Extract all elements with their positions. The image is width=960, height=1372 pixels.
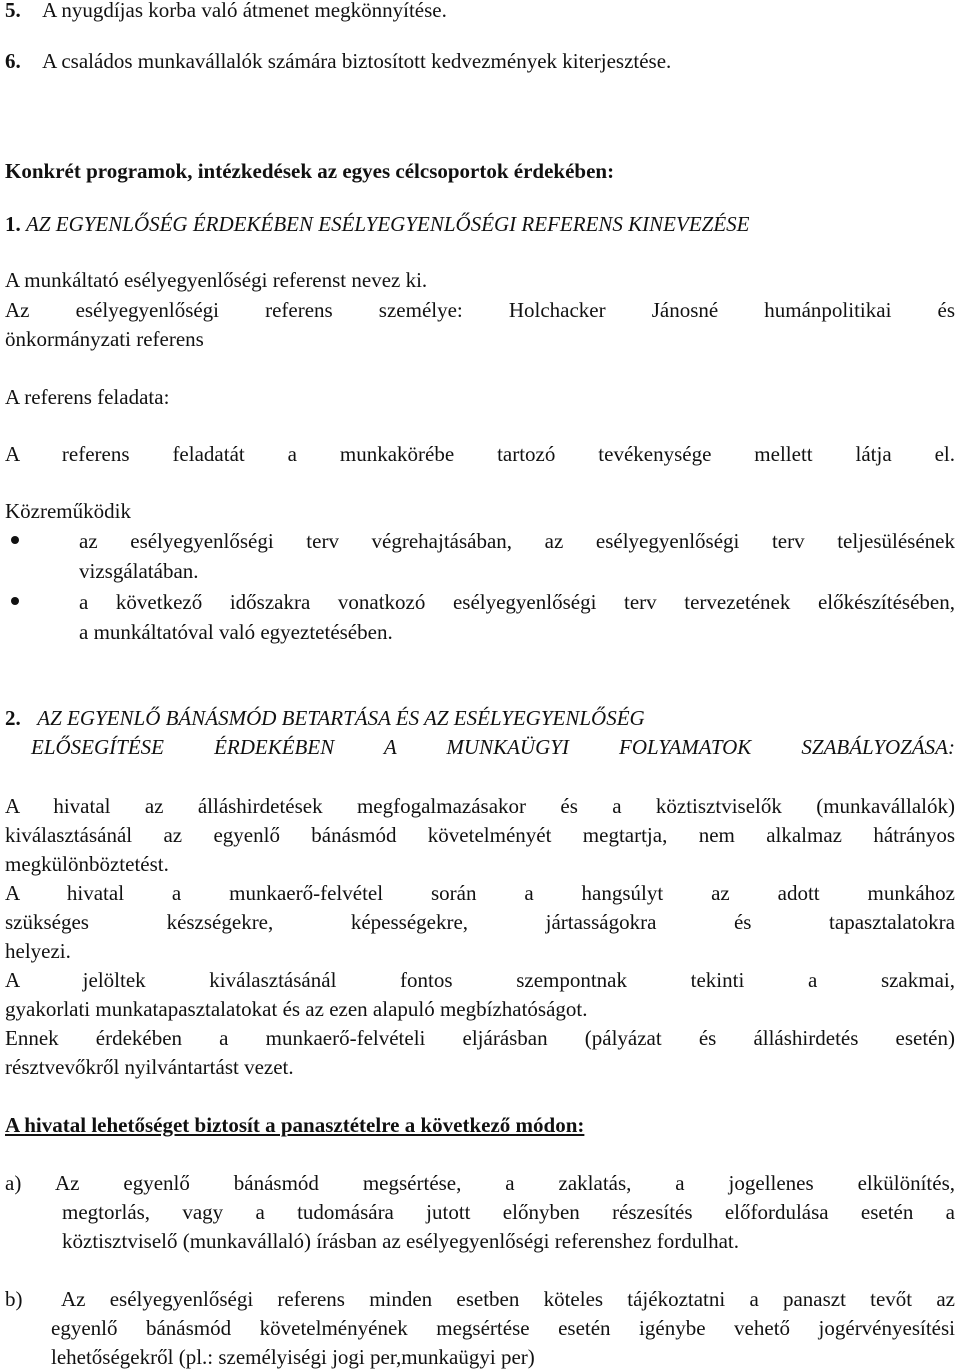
section-2-title-text-1: AZ EGYENLŐ BÁNÁSMÓD BETARTÁSA ÉS AZ ESÉLYEGYENLŐSÉG (37, 706, 645, 730)
section-2-paragraph-4-line-1: Ennek érdekében a munkaerő-felvételi eljárásban (pályázat és álláshirdetés esetén) (5, 1026, 955, 1050)
goal-item-6-text: A családos munkavállalók számára biztosított kedvezmények kiterjesztése. (42, 49, 672, 73)
bullet-2-line-1: a következő időszakra vonatkozó esélyegyenlőségi terv tervezetének előkészítésében, (79, 590, 955, 614)
goal-item-6 (5, 47, 671, 76)
goal-item-6-number: 6. (5, 49, 21, 73)
complaint-b-line-3: lehetőségekről (pl.: személyiségi jogi per,munkaügyi per) (51, 1345, 535, 1369)
section-2-title-line-1 (5, 704, 645, 733)
goal-item-5-number: 5. (5, 0, 21, 22)
section-2-paragraph-2-line-2: szükséges készségekre, képességekre, jártasságokra és tapasztalatokra (5, 910, 955, 934)
complaint-b-line-2: egyenlő bánásmód követelményének megsértése esetén igénybe vehető jogérvényesítési (51, 1316, 955, 1340)
section-1-paragraph-1: A munkáltató esélyegyenlőségi referenst nevez ki. (5, 268, 428, 292)
section-1-paragraph-2-line-2: önkormányzati referens (5, 327, 204, 351)
complaint-a-label: a) (5, 1171, 22, 1195)
section-1-title-text: AZ EGYENLŐSÉG ÉRDEKÉBEN ESÉLYEGYENLŐSÉGI REFERENS KINEVEZÉSE (26, 212, 750, 236)
complaint-b-label: b) (5, 1287, 23, 1311)
goal-item-5-text: A nyugdíjas korba való átmenet megkönnyítése. (42, 0, 447, 22)
section-2-paragraph-1-line-2: kiválasztásánál az egyenlő bánásmód követelményét megtartja, nem alkalmaz hátrányos (5, 823, 955, 847)
section-2-paragraph-2-line-3: helyezi. (5, 939, 71, 963)
complaint-heading: A hivatal lehetőséget biztosít a panasztételre a következő módon: (5, 1113, 585, 1137)
section-2-paragraph-3-line-1: A jelöltek kiválasztásánál fontos szempontnak tekinti a szakmai, (5, 968, 955, 992)
complaint-a-line-3: köztisztviselő (munkavállaló) írásban az esélyegyenlőségi referenshez fordulhat. (62, 1229, 739, 1253)
bullet-1-line-2: vizsgálatában. (79, 559, 199, 583)
section-2-number: 2. (5, 706, 21, 730)
section-1-paragraph-3: A referens feladatát a munkakörébe tartozó tevékenysége mellett látja el. (5, 442, 955, 466)
complaint-a-line-2: megtorlás, vagy a tudomására jutott előnyben részesítés előfordulása esetén a (62, 1200, 955, 1224)
complaint-a-line-1: Az egyenlő bánásmód megsértése, a zaklatás, a jogellenes elkülönítés, (55, 1171, 955, 1195)
complaint-b-line-1: Az esélyegyenlőségi referens minden esetben köteles tájékoztatni a panaszt tevőt az (61, 1287, 955, 1311)
section-2-paragraph-1-line-3: megkülönböztetést. (5, 852, 169, 876)
section-1-number: 1. (5, 212, 21, 236)
programs-heading: Konkrét programok, intézkedések az egyes célcsoportok érdekében: (5, 159, 615, 183)
goal-item-5 (5, 0, 447, 25)
section-1-title (5, 210, 749, 239)
section-2-paragraph-2-line-1: A hivatal a munkaerő-felvétel során a hangsúlyt az adott munkához (5, 881, 955, 905)
bullet-dot (11, 536, 19, 544)
section-2-paragraph-4-line-2: résztvevőkről nyilvántartást vezet. (5, 1055, 294, 1079)
section-2-title-line-2: ELŐSEGÍTÉSE ÉRDEKÉBEN A MUNKAÜGYI FOLYAMATOK SZABÁLYOZÁSA: (31, 735, 955, 759)
section-1-paragraph-4: Közreműködik (5, 499, 131, 523)
section-1-paragraph-2-line-1: Az esélyegyenlőségi referens személye: Holchacker Jánosné humánpolitikai és (5, 298, 955, 322)
bullet-2-line-2: a munkáltatóval való egyeztetésében. (79, 620, 393, 644)
bullet-1-line-1: az esélyegyenlőségi terv végrehajtásában, az esélyegyenlőségi terv teljesülésének (79, 529, 955, 553)
referens-task-label: A referens feladata: (5, 385, 170, 409)
section-2-paragraph-1-line-1: A hivatal az álláshirdetések megfogalmazásakor és a köztisztviselők (munkavállalók) (5, 794, 955, 818)
bullet-dot (11, 597, 19, 605)
section-2-paragraph-3-line-2: gyakorlati munkatapasztalatokat és az ezen alapuló megbízhatóságot. (5, 997, 588, 1021)
